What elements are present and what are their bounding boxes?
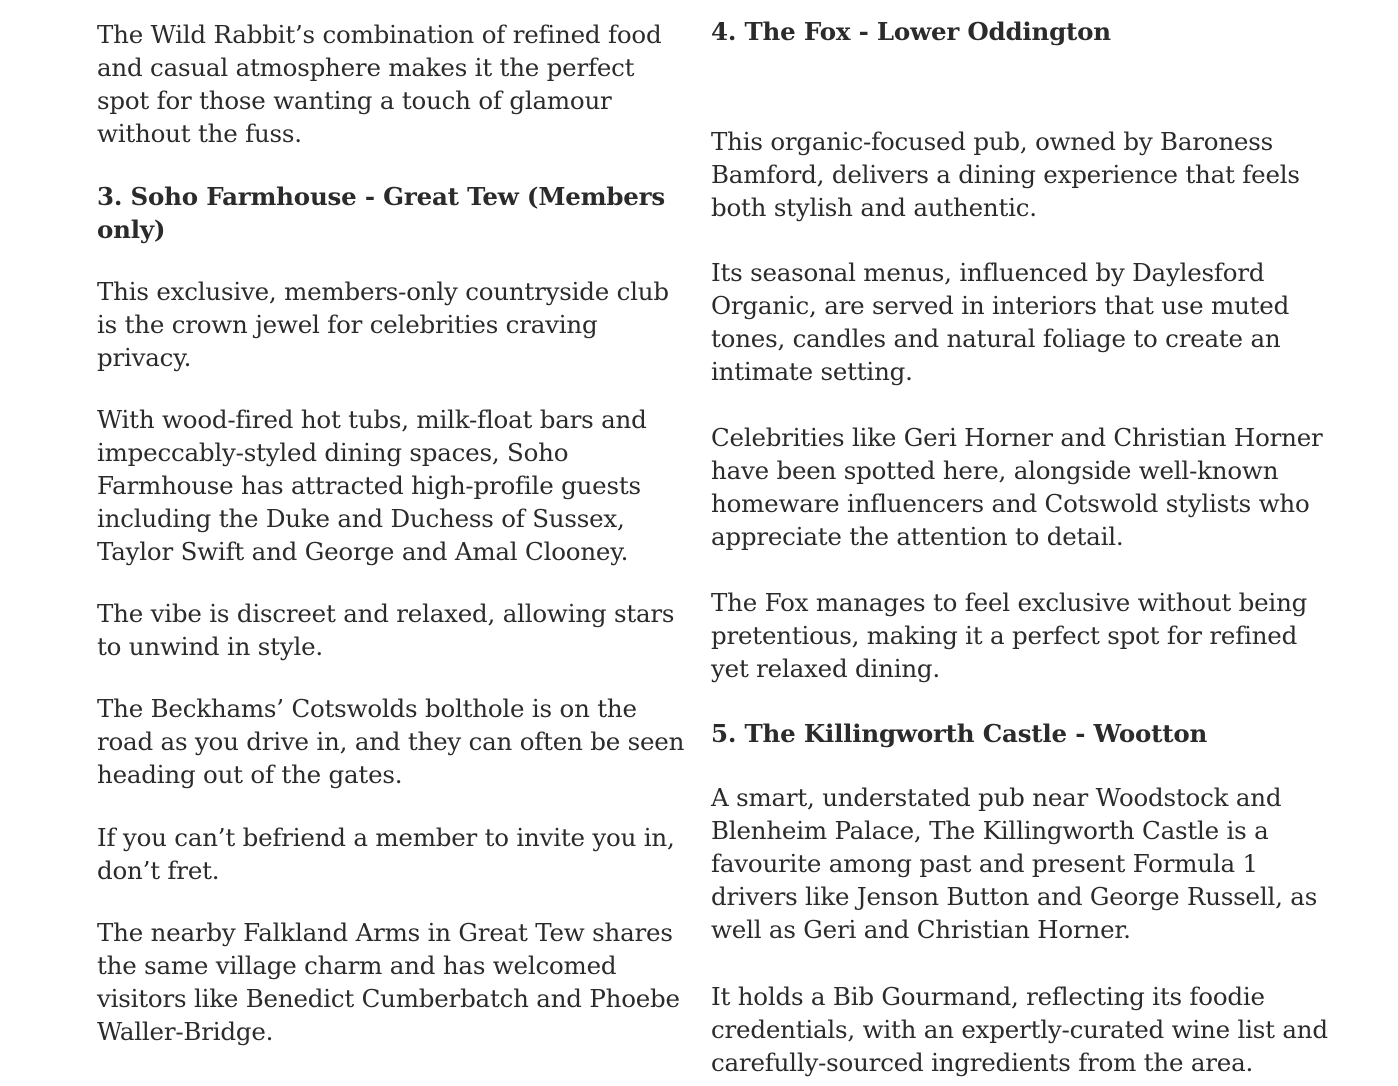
section3-heading: 3. Soho Farmhouse - Great Tew (Members only)	[97, 182, 665, 244]
section5-paragraph-1: A smart, understated pub near Woodstock and Blenheim Palace, The Killingworth Castle is a favourite among past and present Formula 1 drivers like Jenson Button and George Russell, as well as Geri and Christian Horner.	[711, 783, 1318, 944]
section4-paragraph-4: The Fox manages to feel exclusive without being pretentious, making it a perfect spot for refined yet relaxed dining.	[711, 588, 1308, 683]
section3-paragraph-5: If you can’t befriend a member to invite you in, don’t fret.	[97, 823, 675, 885]
section4-paragraph-1: This organic-focused pub, owned by Baroness Bamford, delivers a dining experience that feels both stylish and authentic.	[711, 127, 1300, 222]
section4-paragraph-2: Its seasonal menus, influenced by Daylesford Organic, are served in interiors that use muted tones, candles and natural foliage to create an intimate setting.	[711, 258, 1290, 386]
section3-paragraph-2: With wood-fired hot tubs, milk-float bars and impeccably-styled dining spaces, Soho Farmhouse has attracted high-profile guests including the Duke and Duchess of Sussex, Taylor Swift and George and Amal Clooney.	[97, 405, 647, 566]
intro-paragraph: The Wild Rabbit’s combination of refined food and casual atmosphere makes it the perfect spot for those wanting a touch of glamour without the fuss.	[97, 20, 662, 148]
section3-paragraph-4: The Beckhams’ Cotswolds bolthole is on the road as you drive in, and they can often be seen heading out of the gates.	[97, 694, 685, 789]
section3-paragraph-6: The nearby Falkland Arms in Great Tew shares the same village charm and has welcomed visitors like Benedict Cumberbatch and Phoebe Waller-Bridge.	[97, 918, 680, 1046]
section5-paragraph-2: It holds a Bib Gourmand, reflecting its foodie credentials, with an expertly-curated wine list and carefully-sourced ingredients from the area.	[711, 982, 1328, 1077]
section5-heading: 5. The Killingworth Castle - Wootton	[711, 719, 1208, 748]
section3-paragraph-1: This exclusive, members-only countryside club is the crown jewel for celebrities craving privacy.	[97, 277, 669, 372]
section3-paragraph-3: The vibe is discreet and relaxed, allowing stars to unwind in style.	[97, 599, 675, 661]
section4-paragraph-3: Celebrities like Geri Horner and Christian Horner have been spotted here, alongside well-known homeware influencers and Cotswold stylists who appreciate the attention to detail.	[711, 423, 1323, 551]
section4-heading: 4. The Fox - Lower Oddington	[711, 17, 1111, 46]
